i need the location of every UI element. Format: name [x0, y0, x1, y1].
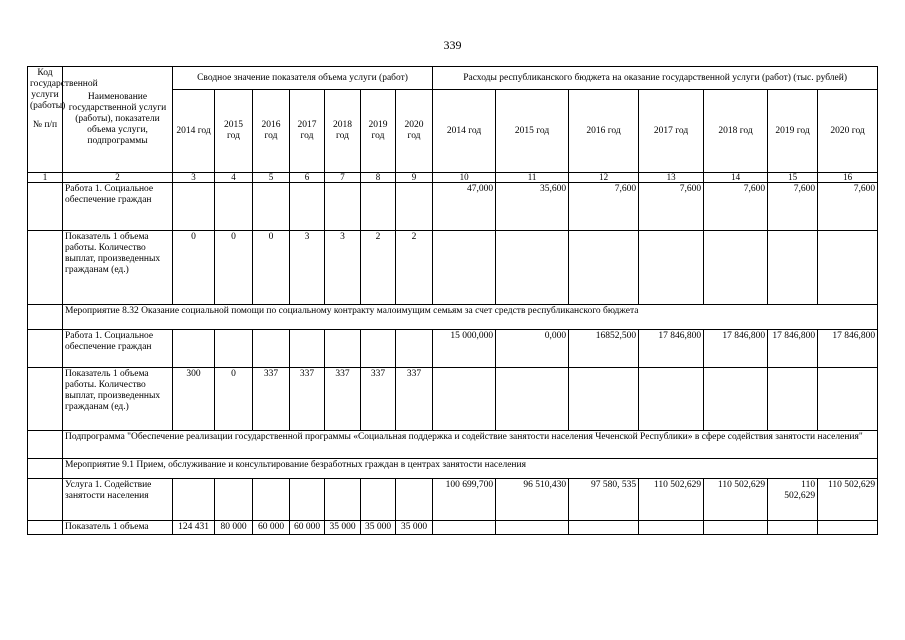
- expense-cell: [704, 521, 768, 535]
- code-cell: [28, 368, 63, 431]
- table-row: [28, 479, 878, 521]
- column-number: 14: [704, 173, 768, 183]
- column-number: 10: [433, 173, 496, 183]
- row-name: Показатель 1 объема работы. Количество выплат, произведенных гражданам (ед.): [63, 368, 173, 431]
- expense-cell: 16852,500: [569, 330, 639, 368]
- row-name: Показатель 1 объема: [63, 521, 173, 535]
- row-name: Работа 1. Социальное обеспечение граждан: [63, 330, 173, 368]
- volume-cell: [325, 183, 361, 231]
- expense-cell: 110 502,629: [818, 479, 878, 521]
- expense-cell: 35,600: [496, 183, 569, 231]
- volume-cell: 3: [290, 231, 325, 305]
- expense-cell: [433, 368, 496, 431]
- expense-cell: 15 000,000: [433, 330, 496, 368]
- header-expense-year: 2018 год: [704, 90, 768, 173]
- expense-cell: 7,600: [704, 183, 768, 231]
- budget-table: [27, 66, 878, 535]
- column-number: 6: [290, 173, 325, 183]
- expense-cell: 17 846,800: [704, 330, 768, 368]
- header-volume-year: 2017 год: [290, 90, 325, 173]
- row-name: Услуга 1. Содействие занятости населения: [63, 479, 173, 521]
- code-cell: [28, 305, 63, 330]
- table-row: [28, 368, 878, 431]
- column-number: 2: [63, 173, 173, 183]
- volume-cell: 0: [215, 368, 253, 431]
- expense-cell: 110 502,629: [704, 479, 768, 521]
- expense-cell: 0,000: [496, 330, 569, 368]
- volume-cell: [215, 479, 253, 521]
- expense-cell: 100 699,700: [433, 479, 496, 521]
- expense-cell: [496, 231, 569, 305]
- table-row: [28, 183, 878, 231]
- expense-cell: [569, 231, 639, 305]
- volume-cell: 337: [253, 368, 290, 431]
- section-title: Мероприятие 8.32 Оказание социальной помощи по социальному контракту малоимущим семьям за счет средств республиканского бюджета: [63, 305, 878, 330]
- header-name: Наименование государственной услуги (работы), показатели объема услуги, подпрограммы: [63, 67, 173, 173]
- column-number: 13: [639, 173, 704, 183]
- volume-cell: [253, 183, 290, 231]
- header-expense-year: 2015 год: [496, 90, 569, 173]
- volume-cell: [290, 183, 325, 231]
- volume-cell: 0: [173, 231, 215, 305]
- volume-cell: [396, 479, 433, 521]
- expense-cell: 97 580, 535: [569, 479, 639, 521]
- section-row: [28, 305, 878, 330]
- header-volume-year: 2019 год: [361, 90, 396, 173]
- volume-cell: 124 431: [173, 521, 215, 535]
- volume-cell: [173, 479, 215, 521]
- header-volume-year: 2018 год: [325, 90, 361, 173]
- column-number: 12: [569, 173, 639, 183]
- expense-cell: 7,600: [818, 183, 878, 231]
- column-number: 16: [818, 173, 878, 183]
- volume-cell: [253, 479, 290, 521]
- volume-cell: [361, 330, 396, 368]
- section-row: [28, 459, 878, 479]
- header-expense-year: 2017 год: [639, 90, 704, 173]
- expense-cell: [768, 521, 818, 535]
- expense-cell: [704, 231, 768, 305]
- expense-cell: [569, 521, 639, 535]
- header-expense-year: 2014 год: [433, 90, 496, 173]
- code-cell: [28, 231, 63, 305]
- volume-cell: [325, 479, 361, 521]
- table-row: [28, 521, 878, 535]
- expense-cell: 17 846,800: [639, 330, 704, 368]
- expense-cell: 47,000: [433, 183, 496, 231]
- expense-cell: 7,600: [768, 183, 818, 231]
- volume-cell: [396, 183, 433, 231]
- expense-cell: [818, 231, 878, 305]
- code-cell: [28, 459, 63, 479]
- column-number: 1: [28, 173, 63, 183]
- page-number: 339: [443, 38, 462, 52]
- column-number: 4: [215, 173, 253, 183]
- volume-cell: 0: [253, 231, 290, 305]
- expense-cell: [818, 521, 878, 535]
- column-number: 11: [496, 173, 569, 183]
- volume-cell: [396, 330, 433, 368]
- volume-cell: [215, 183, 253, 231]
- volume-cell: [361, 183, 396, 231]
- expense-cell: 110 502,629: [639, 479, 704, 521]
- volume-cell: 337: [325, 368, 361, 431]
- volume-cell: 35 000: [325, 521, 361, 535]
- volume-cell: [361, 479, 396, 521]
- volume-cell: 60 000: [253, 521, 290, 535]
- header-volume-year: 2020 год: [396, 90, 433, 173]
- expense-cell: 96 510,430: [496, 479, 569, 521]
- header-volume-year: 2016 год: [253, 90, 290, 173]
- expense-cell: 17 846,800: [768, 330, 818, 368]
- header-volume-year: 2014 год: [173, 90, 215, 173]
- row-name: Показатель 1 объема работы. Количество выплат, произведенных гражданам (ед.): [63, 231, 173, 305]
- header-expense-year: 2020 год: [818, 90, 878, 173]
- expense-cell: [496, 521, 569, 535]
- header-expense-year: 2016 год: [569, 90, 639, 173]
- row-name: Работа 1. Социальное обеспечение граждан: [63, 183, 173, 231]
- code-cell: [28, 183, 63, 231]
- volume-cell: [215, 330, 253, 368]
- expense-cell: [639, 368, 704, 431]
- volume-cell: 35 000: [396, 521, 433, 535]
- volume-cell: 60 000: [290, 521, 325, 535]
- table-row: [28, 231, 878, 305]
- volume-cell: 2: [396, 231, 433, 305]
- code-cell: [28, 431, 63, 459]
- section-row: [28, 431, 878, 459]
- expense-cell: 17 846,800: [818, 330, 878, 368]
- expense-cell: [433, 231, 496, 305]
- volume-cell: 35 000: [361, 521, 396, 535]
- volume-cell: [325, 330, 361, 368]
- code-cell: [28, 330, 63, 368]
- volume-cell: [290, 479, 325, 521]
- expense-cell: [433, 521, 496, 535]
- expense-cell: [768, 231, 818, 305]
- column-number: 9: [396, 173, 433, 183]
- header-volume-year: 2015 год: [215, 90, 253, 173]
- volume-cell: [290, 330, 325, 368]
- column-number: 5: [253, 173, 290, 183]
- volume-cell: 337: [361, 368, 396, 431]
- expense-cell: 7,600: [569, 183, 639, 231]
- expense-cell: 7,600: [639, 183, 704, 231]
- expense-cell: [639, 521, 704, 535]
- expense-cell: [639, 231, 704, 305]
- volume-cell: 80 000: [215, 521, 253, 535]
- volume-cell: 337: [290, 368, 325, 431]
- volume-cell: 337: [396, 368, 433, 431]
- expense-cell: [569, 368, 639, 431]
- column-number: 7: [325, 173, 361, 183]
- table-row: [28, 330, 878, 368]
- header-code: Код государственной услуги (работы) № п/п: [28, 67, 63, 173]
- volume-cell: 3: [325, 231, 361, 305]
- header-volume-group: Сводное значение показателя объема услуги (работ): [173, 67, 433, 90]
- volume-cell: [173, 183, 215, 231]
- section-title: Мероприятие 9.1 Прием, обслуживание и консультирование безработных граждан в центрах занятости населения: [63, 459, 878, 479]
- code-cell: [28, 521, 63, 535]
- volume-cell: 2: [361, 231, 396, 305]
- expense-cell: [496, 368, 569, 431]
- column-number: 3: [173, 173, 215, 183]
- volume-cell: [253, 330, 290, 368]
- expense-cell: 110 502,629: [768, 479, 818, 521]
- volume-cell: 300: [173, 368, 215, 431]
- section-title: Подпрограмма "Обеспечение реализации государственной программы «Социальная поддержка и содействие занятости населения Чеченской Республики» в сфере содействия занятости населения": [63, 431, 878, 459]
- column-number: 8: [361, 173, 396, 183]
- volume-cell: 0: [215, 231, 253, 305]
- expense-cell: [704, 368, 768, 431]
- header-expense-group: Расходы республиканского бюджета на оказание государственной услуги (работ) (тыс. рублей): [433, 67, 878, 90]
- expense-cell: [768, 368, 818, 431]
- header-expense-year: 2019 год: [768, 90, 818, 173]
- column-number: 15: [768, 173, 818, 183]
- volume-cell: [173, 330, 215, 368]
- code-cell: [28, 479, 63, 521]
- expense-cell: [818, 368, 878, 431]
